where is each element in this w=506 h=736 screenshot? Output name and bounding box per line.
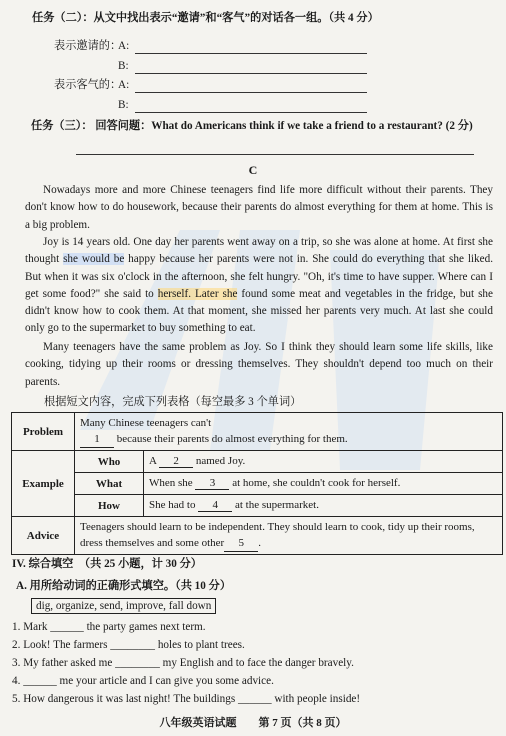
task2-title: 任务（二）：从文中找出表示“邀请”和“客气”的对话各一组。（共 4 分） <box>32 12 379 24</box>
advice-cell: Teenagers should learn to be independent. They should learn to cook, tidy up their rooms, dress themselves and some other 5 . <box>75 517 503 555</box>
task3 <box>31 120 473 133</box>
question-4: 4. ______ me your article and I can give you some advice. <box>12 675 274 687</box>
page-footer: 八年级英语试题 第 7 页（共 8 页） <box>159 717 347 729</box>
who-label: Who <box>75 451 144 473</box>
blank-5[interactable]: 5 <box>224 535 258 552</box>
question-1: 1. Mark ______ the party games next term. <box>12 621 206 633</box>
advice-label: Advice <box>12 517 75 555</box>
word-bank: dig, organize, send, improve, fall down <box>31 598 216 614</box>
blank-3[interactable]: 3 <box>195 477 229 490</box>
question-2: 2. Look! The farmers ________ holes to plant trees. <box>12 639 245 651</box>
polite-b-label: B: <box>118 99 129 111</box>
task3-answer-line[interactable] <box>76 154 474 155</box>
example-how-row <box>12 495 503 517</box>
invite-label: 表示邀请的： <box>54 40 122 52</box>
polite-b-answer-line[interactable] <box>135 112 367 113</box>
who-cell: A 2 named Joy. <box>144 451 503 473</box>
what-label: What <box>75 473 144 495</box>
invite-a-label: A: <box>118 40 130 52</box>
example-who-row <box>12 451 503 473</box>
polite-a-answer-line[interactable] <box>135 92 367 93</box>
info-table <box>11 412 503 555</box>
polite-a-label: A: <box>118 79 130 91</box>
table-instruction: 根据短文内容，完成下列表格（每空最多 3 个单词） <box>44 396 302 408</box>
passage-paragraph-1: Nowadays more and more Chinese teenagers find life more difficult without their parents. They don't know how to do housework, because their parents do almost everything for them at home. This is a big problem. <box>25 184 493 231</box>
question-3: 3. My father asked me ________ my English and to face the danger bravely. <box>12 657 354 669</box>
section-4-title: IV. 综合填空 （共 25 小题，计 30 分） <box>12 558 202 570</box>
how-label: How <box>75 495 144 517</box>
example-label: Example <box>12 451 75 517</box>
passage-paragraph-2: Joy is 14 years old. One day her parents went away on a trip, so she was alone at home. At first she thought she would be happy because her parents were not in. She could do everything that she liked. But when it was six o'clock in the afternoon, she felt hungry. "Oh, it's time to have supper. Where can I get some food?" she said to herself. Later she found some meat and vegetables in the fridge, but she didn't know how to cook them. At that moment, she missed her parents very much. At last she could only go to the supermarket to buy something to eat. <box>25 236 493 335</box>
blank-2[interactable]: 2 <box>159 455 193 468</box>
task3-label: 任务（三）： <box>31 120 93 132</box>
passage-paragraph-3: Many teenagers have the same problem as Joy. So I think they should learn some life skills, like cooking, tidying up their rooms or dressing themselves. They shouldn't depend too much on their parents. <box>25 341 493 388</box>
section-c-letter: C <box>248 163 258 177</box>
invite-b-answer-line[interactable] <box>135 73 367 74</box>
task3-question: 回答问题：What do Americans think if we take a friend to a restaurant? (2 分) <box>95 120 473 132</box>
invite-b-label: B: <box>118 60 129 72</box>
part-a-title: A. 用所给动词的正确形式填空。（共 10 分） <box>16 580 232 592</box>
how-cell: She had to 4 at the supermarket. <box>144 495 503 517</box>
example-what-row <box>12 473 503 495</box>
advice-row <box>12 517 503 555</box>
polite-label: 表示客气的： <box>54 79 122 91</box>
blank-4[interactable]: 4 <box>198 499 232 512</box>
what-cell: When she 3 at home, she couldn't cook for herself. <box>144 473 503 495</box>
problem-cell: Many Chinese teenagers can't 1 because their parents do almost everything for them. <box>75 413 503 451</box>
blank-1[interactable]: 1 <box>80 431 114 448</box>
problem-row <box>12 413 503 451</box>
problem-label: Problem <box>12 413 75 451</box>
invite-a-answer-line[interactable] <box>135 53 367 54</box>
question-5: 5. How dangerous it was last night! The buildings ______ with people inside! <box>12 693 361 705</box>
